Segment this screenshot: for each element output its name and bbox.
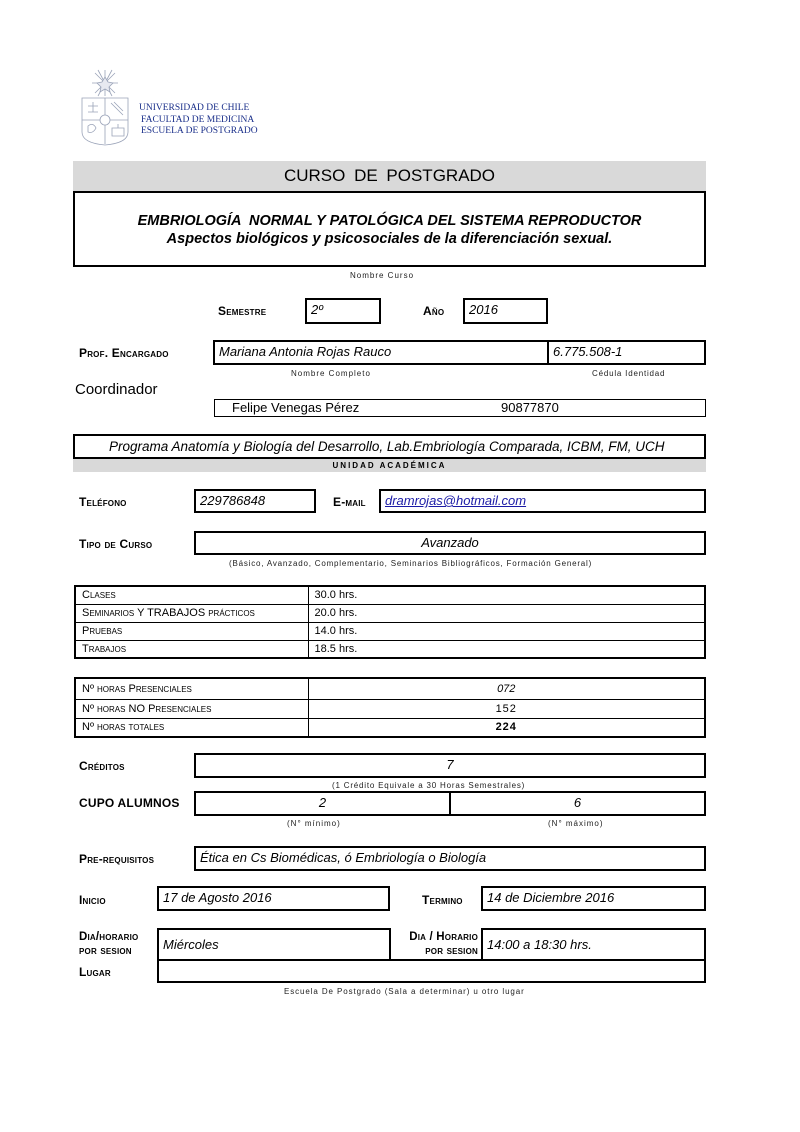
total-value-no-presenciales[interactable]: 152 — [308, 699, 705, 718]
email-link[interactable]: dramrojas@hotmail.com — [385, 493, 527, 508]
hours-breakdown-table — [74, 585, 706, 659]
enrollment-max-caption: (N° máximo) — [548, 819, 604, 828]
enrollment-min-caption: (N° mínimo) — [287, 819, 341, 828]
day-label — [79, 930, 138, 958]
phone-field[interactable]: 229786848 — [194, 489, 316, 513]
table-row — [75, 640, 705, 658]
coordinator-label: Coordinador — [75, 381, 158, 398]
semester-field[interactable]: 2º — [305, 298, 381, 324]
start-date-field[interactable]: 17 de Agosto 2016 — [157, 886, 390, 911]
end-label: Termino — [422, 893, 463, 907]
semester-label: Semestre — [218, 304, 267, 318]
total-label-totales: Nº horas totales — [75, 718, 308, 737]
hours-value-clases[interactable]: 30.0 hrs. — [308, 586, 705, 604]
table-row — [75, 586, 705, 604]
professor-name-caption: Nombre Completo — [291, 369, 371, 378]
table-row — [75, 699, 705, 718]
table-row — [75, 718, 705, 737]
start-label: Inicio — [79, 893, 106, 907]
place-caption: Escuela De Postgrado (Sala a determinar) u otro lugar — [284, 987, 525, 996]
course-name-box — [73, 191, 706, 267]
credits-caption: (1 Crédito Equivale a 30 Horas Semestrales) — [332, 781, 526, 790]
form-title: CURSO DE POSTGRADO — [73, 161, 706, 191]
hours-label-seminarios: Seminarios Y TRABAJOS prácticos — [75, 604, 308, 622]
university-name: UNIVERSIDAD DE CHILE — [139, 103, 250, 113]
place-field[interactable] — [157, 959, 706, 983]
email-label: E-mail — [333, 495, 366, 509]
hours-value-seminarios[interactable]: 20.0 hrs. — [308, 604, 705, 622]
prerequisites-label: Pre-requisitos — [79, 852, 155, 866]
time-field[interactable]: 14:00 a 18:30 hrs. — [481, 928, 706, 961]
table-row — [75, 678, 705, 699]
enrollment-min-field[interactable]: 2 — [194, 791, 451, 816]
day-label-line2: por sesion — [79, 945, 132, 957]
time-label-line2: por sesion — [425, 945, 478, 957]
time-label — [396, 930, 478, 958]
total-label-presenciales: Nº horas Presenciales — [75, 678, 308, 699]
prerequisites-field[interactable]: Ética en Cs Biomédicas, ó Embriología o Biología — [194, 846, 706, 871]
place-label: Lugar — [79, 965, 111, 979]
professor-id-caption: Cédula Identidad — [592, 369, 666, 378]
course-name-caption: Nombre Curso — [350, 271, 415, 280]
table-row — [75, 604, 705, 622]
faculty-name: FACULTAD DE MEDICINA — [141, 114, 255, 125]
course-name-line1: EMBRIOLOGÍA NORMAL Y PATOLÓGICA DEL SISTEMA REPRODUCTOR — [137, 213, 642, 229]
credits-field[interactable]: 7 — [194, 753, 706, 778]
hours-totals-table — [74, 677, 706, 738]
academic-unit-field[interactable]: Programa Anatomía y Biología del Desarrollo, Lab.Embriología Comparada, ICBM, FM, UCH — [73, 434, 706, 459]
course-name-line2: Aspectos biológicos y psicosociales de la diferenciación sexual. — [166, 231, 613, 247]
hours-value-pruebas[interactable]: 14.0 hrs. — [308, 622, 705, 640]
total-value-presenciales[interactable]: 072 — [308, 678, 705, 699]
professor-name-field[interactable]: Mariana Antonia Rojas Rauco — [213, 340, 549, 365]
school-name: ESCUELA DE POSTGRADO — [141, 126, 258, 136]
hours-label-trabajos: Trabajos — [75, 640, 308, 658]
hours-label-pruebas: Pruebas — [75, 622, 308, 640]
total-value-totales[interactable]: 224 — [308, 718, 705, 737]
end-date-field[interactable]: 14 de Diciembre 2016 — [481, 886, 706, 911]
professor-label: Prof. Encargado — [79, 346, 169, 360]
table-row — [75, 622, 705, 640]
email-field[interactable] — [379, 489, 706, 513]
institution-name — [139, 103, 258, 138]
coordinator-number: 90877870 — [501, 400, 559, 415]
time-label-line1: Dia / Horario — [409, 931, 478, 943]
coordinator-field[interactable] — [214, 399, 706, 417]
credits-label: Créditos — [79, 759, 125, 773]
hours-label-clases: Clases — [75, 586, 308, 604]
phone-label: Teléfono — [79, 495, 127, 509]
day-label-line1: Dia/horario — [79, 931, 139, 943]
enrollment-max-field[interactable]: 6 — [449, 791, 706, 816]
day-field[interactable]: Miércoles — [157, 928, 391, 961]
university-crest-icon — [78, 68, 132, 146]
course-type-label: Tipo de Curso — [79, 537, 153, 551]
academic-unit-caption: UNIDAD ACADÉMICA — [73, 459, 706, 472]
coordinator-name: Felipe Venegas Pérez — [232, 400, 360, 415]
total-label-no-presenciales: Nº horas NO Presenciales — [75, 699, 308, 718]
year-label: Año — [423, 304, 445, 318]
year-field[interactable]: 2016 — [463, 298, 548, 324]
professor-id-field[interactable]: 6.775.508-1 — [547, 340, 706, 365]
course-type-options-caption: (Básico, Avanzado, Complementario, Seminarios Bibliográficos, Formación General) — [229, 559, 593, 568]
course-type-field[interactable]: Avanzado — [194, 531, 706, 555]
hours-value-trabajos[interactable]: 18.5 hrs. — [308, 640, 705, 658]
enrollment-label: CUPO ALUMNOS — [79, 796, 180, 810]
